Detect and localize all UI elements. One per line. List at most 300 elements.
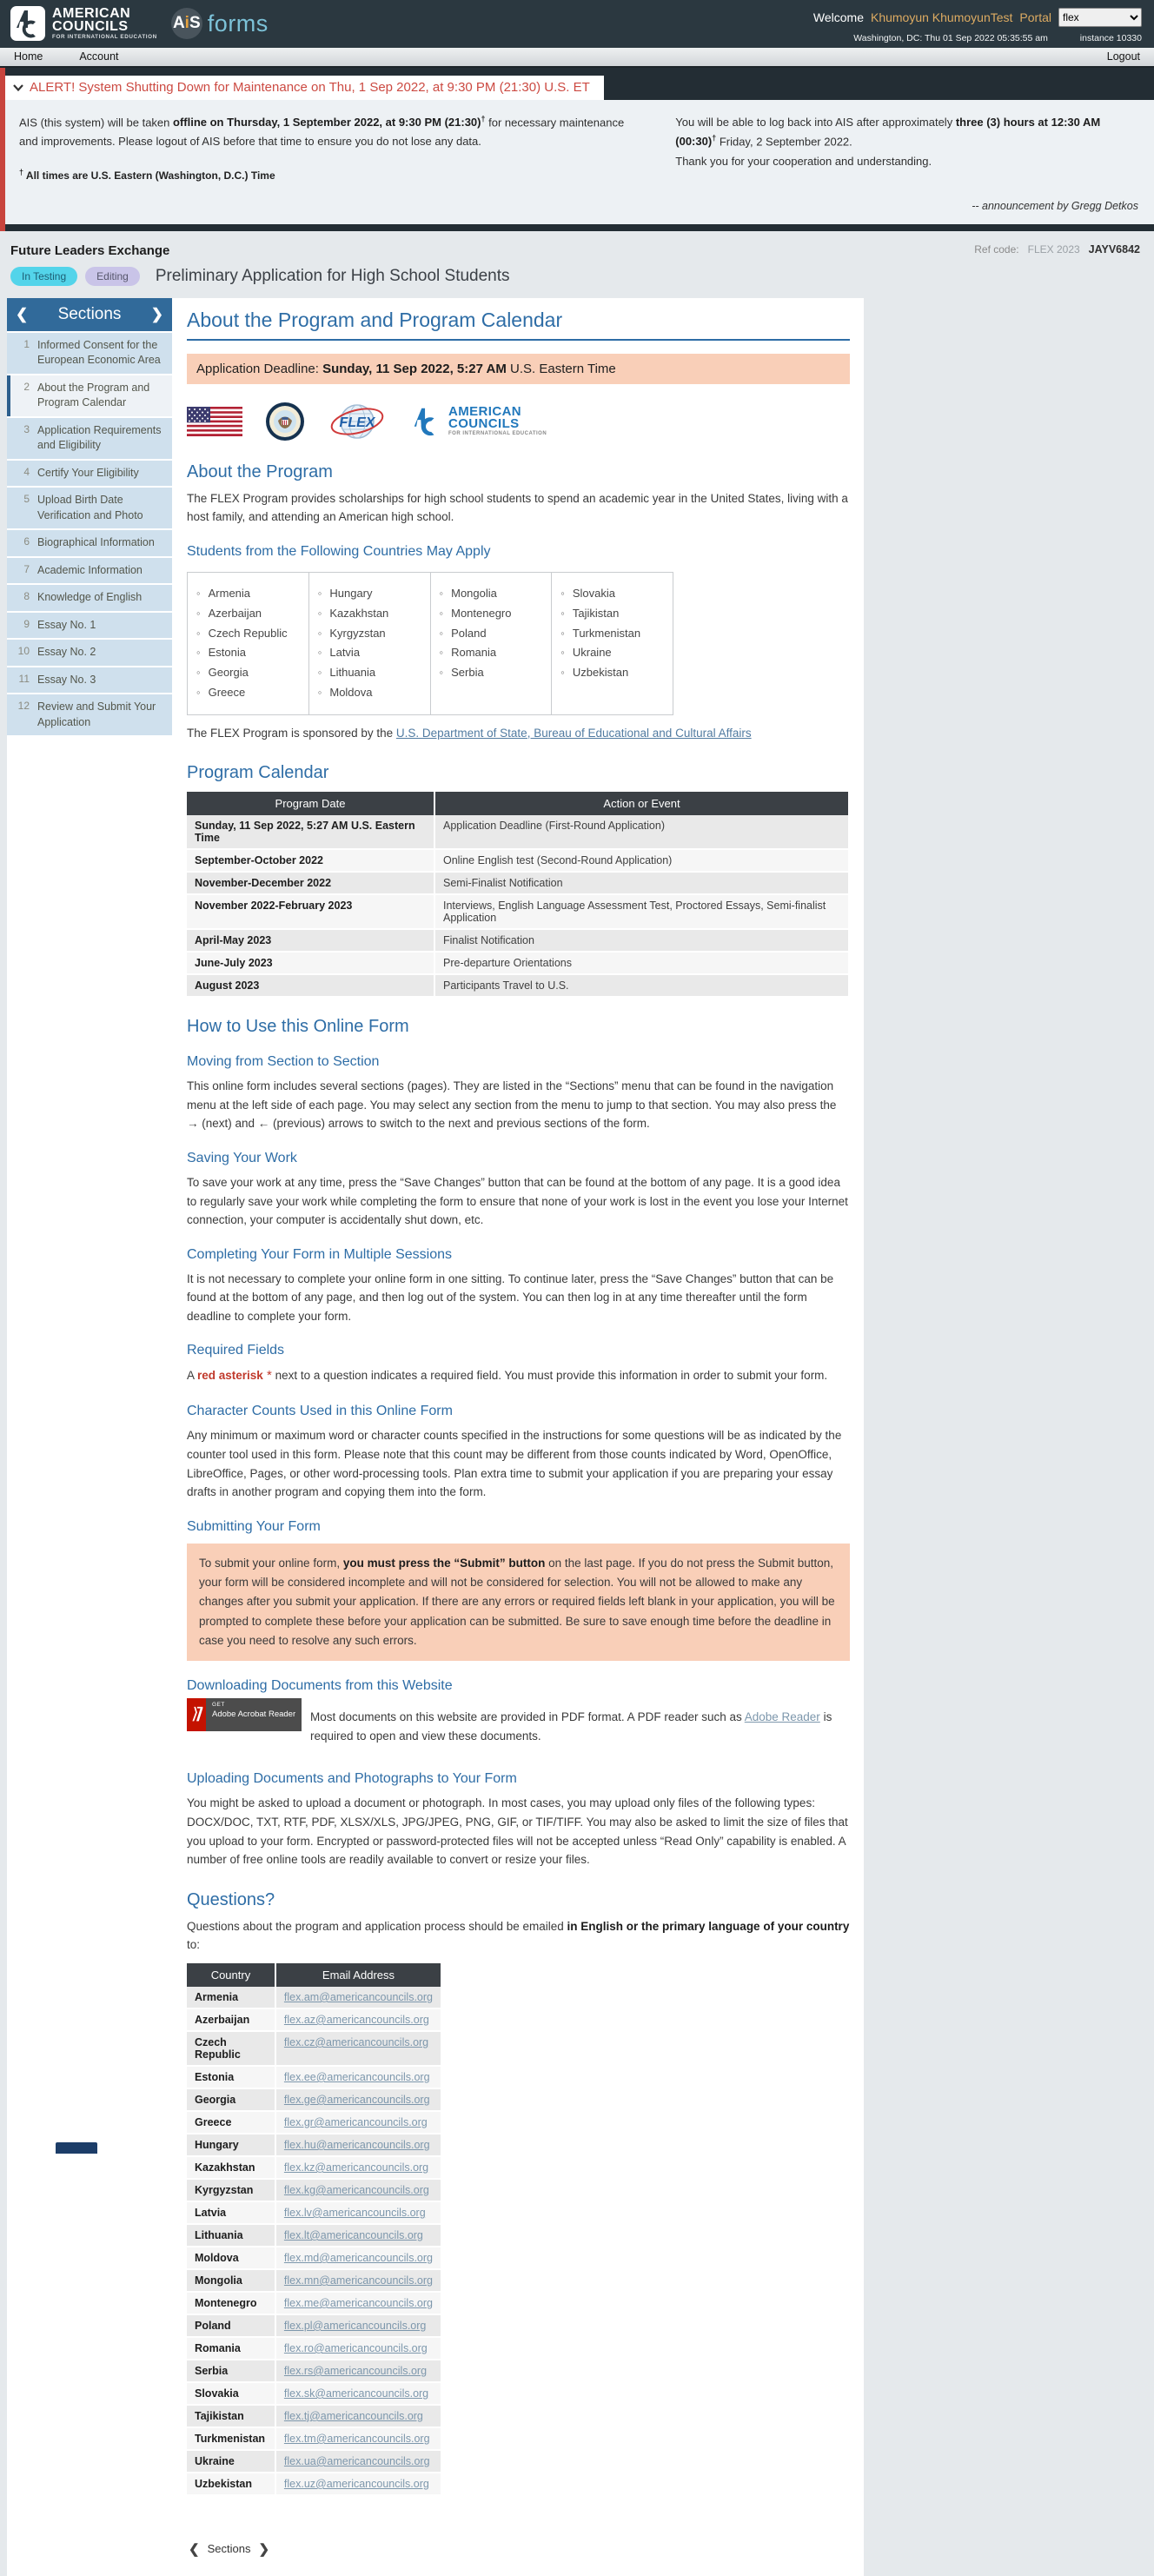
about-heading: About the Program xyxy=(187,462,850,482)
bullet-icon: ◦ xyxy=(196,584,201,604)
country-name: Azerbaijan xyxy=(209,604,262,624)
country-item xyxy=(440,624,547,644)
email-row xyxy=(187,2450,441,2473)
email-row xyxy=(187,2224,441,2247)
sidebar-item-label: Essay No. 1 xyxy=(37,618,97,634)
email-country-cell: Serbia xyxy=(187,2360,275,2382)
email-address-cell xyxy=(275,2224,441,2247)
email-address-cell xyxy=(275,2427,441,2450)
sponsor-line: The FLEX Program is sponsored by the U.S. Department of State, Bureau of Educational and Cultural Affairs xyxy=(187,724,850,743)
alert-thanks: Thank you for your cooperation and understanding. xyxy=(675,152,1138,171)
country-name: Moldova xyxy=(329,683,372,703)
sidebar-item-5[interactable] xyxy=(7,488,172,528)
calendar-row xyxy=(187,872,849,894)
country-name: Ukraine xyxy=(573,643,612,663)
email-address-cell xyxy=(275,2314,441,2337)
sidebar-item-number: 6 xyxy=(10,535,30,551)
calendar-date-cell: Sunday, 11 Sep 2022, 5:27 AM U.S. Eastern Time xyxy=(187,815,434,849)
email-row xyxy=(187,2156,441,2179)
email-link[interactable]: flex.ee@americancouncils.org xyxy=(284,2071,430,2083)
bullet-icon: ◦ xyxy=(318,643,322,663)
country-column xyxy=(431,573,553,714)
upload-paragraph: You might be asked to upload a document or photograph. In most cases, you may upload only files of the following types: DOCX/DOC, TXT, RTF, PDF, XLSX/XLS, JPG/JPEG, PNG, GIF, or TIF/TIFF. You may also be asked to limit the size of files that you upload to your form. Encrypted or password-protected files will not be accepted unless “Read Only” capability is enabled. A number of free online tools are readily available to convert or resize your files. xyxy=(187,1794,850,1869)
email-country-cell: Ukraine xyxy=(187,2450,275,2473)
calendar-date-cell: April-May 2023 xyxy=(187,929,434,952)
welcome-label: Welcome xyxy=(813,10,864,24)
email-address-cell xyxy=(275,2382,441,2405)
download-heading: Downloading Documents from this Website xyxy=(187,1678,850,1694)
american-councils-content-logo: AMERICAN COUNCILS FOR INTERNATIONAL EDUCATION xyxy=(409,405,547,438)
bullet-icon: ◦ xyxy=(318,624,322,644)
sections-title: Sections xyxy=(28,305,151,324)
chevron-down-icon xyxy=(13,84,23,91)
country-name: Armenia xyxy=(209,584,250,604)
email-country-cell: Greece xyxy=(187,2111,275,2134)
country-name: Serbia xyxy=(451,663,484,683)
required-heading: Required Fields xyxy=(187,1343,850,1358)
email-row xyxy=(187,2088,441,2111)
sidebar-item-label: Certify Your Eligibility xyxy=(37,466,141,481)
calendar-date-cell: November-December 2022 xyxy=(187,872,434,894)
sidebar-item-number: 3 xyxy=(10,423,30,454)
bullet-icon: ◦ xyxy=(318,604,322,624)
email-address-cell xyxy=(275,2360,441,2382)
state-dept-link[interactable]: U.S. Department of State, Bureau of Educational and Cultural Affairs xyxy=(396,727,752,740)
logos-row xyxy=(187,402,850,442)
country-item xyxy=(560,643,667,663)
american-councils-logo-icon xyxy=(10,6,45,41)
sidebar-item-label: Academic Information xyxy=(37,563,144,579)
country-name: Kyrgyzstan xyxy=(329,624,385,644)
calendar-date-cell: June-July 2023 xyxy=(187,952,434,974)
sidebar-item-12[interactable] xyxy=(7,694,172,735)
sidebar-item-label: About the Program and Program Calendar xyxy=(37,381,169,411)
bullet-icon: ◦ xyxy=(318,663,322,683)
user-name[interactable]: Khumoyun KhumoyunTest xyxy=(871,10,1012,24)
main-card xyxy=(7,298,864,2576)
calendar-row xyxy=(187,974,849,997)
country-item xyxy=(318,683,425,703)
alert-title[interactable] xyxy=(5,76,604,100)
footer-next-icon[interactable]: ❯ xyxy=(258,2541,269,2557)
logo-line2: COUNCILS xyxy=(52,19,129,34)
american-councils-mark-icon xyxy=(409,405,442,438)
calendar-action-cell: Interviews, English Language Assessment Test, Proctored Essays, Semi-finalist Application xyxy=(434,894,849,929)
sidebar-item-number: 9 xyxy=(10,618,30,634)
sidebar-item-4[interactable] xyxy=(7,461,172,487)
sidebar-item-9[interactable] xyxy=(7,613,172,639)
bullet-icon: ◦ xyxy=(440,624,444,644)
sidebar-item-6[interactable] xyxy=(7,530,172,556)
country-item xyxy=(196,584,303,604)
email-row xyxy=(187,2066,441,2088)
ais-forms-label: forms xyxy=(208,10,269,37)
svg-text:FLEX: FLEX xyxy=(340,415,376,430)
email-row xyxy=(187,2473,441,2495)
calendar-date-cell: November 2022-February 2023 xyxy=(187,894,434,929)
country-item xyxy=(440,643,547,663)
flex-logo-icon xyxy=(328,402,387,441)
sidebar-item-label: Informed Consent for the European Economic Area xyxy=(37,338,169,368)
bullet-icon: ◦ xyxy=(560,663,565,683)
country-item xyxy=(560,604,667,624)
email-country-cell: Lithuania xyxy=(187,2224,275,2247)
email-country-cell: Slovakia xyxy=(187,2382,275,2405)
email-link[interactable]: flex.lv@americancouncils.org xyxy=(284,2207,426,2219)
nav-bar xyxy=(0,48,1154,68)
email-col-address: Email Address xyxy=(275,1963,441,1987)
nav-logout[interactable]: Logout xyxy=(1107,50,1140,63)
email-link[interactable]: flex.rs@americancouncils.org xyxy=(284,2365,427,2377)
sections-header xyxy=(7,298,172,331)
email-link[interactable]: flex.tj@americancouncils.org xyxy=(284,2410,423,2422)
bullet-icon: ◦ xyxy=(560,604,565,624)
calendar-row xyxy=(187,849,849,872)
email-country-cell: Tajikistan xyxy=(187,2405,275,2427)
email-link[interactable]: flex.az@americancouncils.org xyxy=(284,2014,429,2026)
email-address-cell xyxy=(275,2179,441,2201)
bullet-icon: ◦ xyxy=(196,643,201,663)
email-address-cell xyxy=(275,2473,441,2495)
email-row xyxy=(187,2008,441,2031)
email-address-cell xyxy=(275,2031,441,2066)
email-country-cell: Romania xyxy=(187,2337,275,2360)
submit-notice-box: To submit your online form, you must press the “Submit” button on the last page. If you do not press the Submit button, your form will be considered incomplete and will not be considered for selection. You will not be allowed to make any changes after you submit your application. If there are any errors or required fields left blank in your application, you will be prompted to complete these before your application can be submitted. Be sure to save enough time before the deadline in case you need to resolve any such errors. xyxy=(187,1544,850,1661)
bullet-icon: ◦ xyxy=(196,624,201,644)
ref-program: FLEX 2023 xyxy=(1028,243,1080,256)
email-address-cell xyxy=(275,2201,441,2224)
calendar-row xyxy=(187,952,849,974)
email-address-cell xyxy=(275,2008,441,2031)
form-title: Preliminary Application for High School Students xyxy=(156,267,510,286)
calendar-action-cell: Pre-departure Orientations xyxy=(434,952,849,974)
charcount-heading: Character Counts Used in this Online Form xyxy=(187,1404,850,1419)
sidebar-item-label: Review and Submit Your Application xyxy=(37,700,169,730)
email-link[interactable]: flex.kz@americancouncils.org xyxy=(284,2161,428,2174)
saving-paragraph: To save your work at any time, press the “Save Changes” button that can be found at the bottom of any page. It is a good idea to regularly save your work while completing the form to ensure that none of your work is lost in the event you lose your Internet connection, your computer is accidentally shut down, etc. xyxy=(187,1173,850,1230)
alert-attribution: -- announcement by Gregg Detkos xyxy=(675,197,1138,216)
email-row xyxy=(187,2360,441,2382)
adobe-reader-link[interactable]: Adobe Reader xyxy=(745,1710,820,1723)
email-country-cell: Armenia xyxy=(187,1987,275,2008)
country-item xyxy=(318,584,425,604)
calendar-action-cell: Finalist Notification xyxy=(434,929,849,952)
email-link[interactable]: flex.ua@americancouncils.org xyxy=(284,2455,430,2467)
country-name: Turkmenistan xyxy=(573,624,640,644)
email-row xyxy=(187,2111,441,2134)
multi-paragraph: It is not necessary to complete your online form in one sitting. To continue later, press the “Save Changes” button that can be found at the bottom of any page, and then log out of the system. You can then log in at any time thereafter until the form deadline to complete your form. xyxy=(187,1270,850,1326)
bullet-icon: ◦ xyxy=(440,584,444,604)
nav-account[interactable]: Account xyxy=(79,50,118,63)
sidebar-item-3[interactable] xyxy=(7,418,172,459)
calendar-action-cell: Participants Travel to U.S. xyxy=(434,974,849,997)
country-name: Lithuania xyxy=(329,663,375,683)
email-row xyxy=(187,2247,441,2269)
calendar-action-cell: Application Deadline (First-Round Application) xyxy=(434,815,849,849)
asterisk-icon: * xyxy=(263,1368,272,1383)
calendar-row xyxy=(187,815,849,849)
country-name: Czech Republic xyxy=(209,624,288,644)
instance-label: instance 10330 xyxy=(1080,33,1142,43)
email-link[interactable]: flex.uz@americancouncils.org xyxy=(284,2478,429,2490)
page-title: About the Program and Program Calendar xyxy=(187,309,850,341)
adobe-reader-badge[interactable]: GET Adobe Acrobat Reader xyxy=(187,1698,302,1731)
footer-sections-label[interactable]: Sections xyxy=(208,2542,251,2555)
app-header xyxy=(0,0,1154,48)
country-item xyxy=(196,683,303,703)
email-row xyxy=(187,2201,441,2224)
country-item xyxy=(318,624,425,644)
sidebar-item-number: 2 xyxy=(10,381,30,411)
country-name: Romania xyxy=(451,643,496,663)
american-councils-logo[interactable] xyxy=(10,6,157,41)
alert-right-column: You will be able to log back into AIS after approximately three (3) hours at 12:30 AM (00:30)† Friday, 2 September 2022. Thank you for your cooperation and understanding. -- announcement by Gregg Detkos xyxy=(675,113,1138,216)
portal-label: Portal xyxy=(1019,10,1051,24)
calendar-col-action: Action or Event xyxy=(434,792,849,815)
status-popup xyxy=(56,2142,97,2154)
email-row xyxy=(187,2269,441,2292)
country-item xyxy=(318,643,425,663)
email-country-cell: Latvia xyxy=(187,2201,275,2224)
calendar-action-cell: Semi-Finalist Notification xyxy=(434,872,849,894)
country-item xyxy=(318,663,425,683)
us-flag-icon xyxy=(187,407,242,436)
email-country-cell: Georgia xyxy=(187,2088,275,2111)
download-section xyxy=(187,1696,850,1754)
nav-home[interactable]: Home xyxy=(14,50,43,63)
email-address-cell xyxy=(275,2134,441,2156)
country-name: Tajikistan xyxy=(573,604,619,624)
country-item xyxy=(440,604,547,624)
sidebar-item-label: Biographical Information xyxy=(37,535,156,551)
sidebar-item-10[interactable] xyxy=(7,640,172,666)
ref-label: Ref code: xyxy=(974,243,1018,256)
email-country-cell: Turkmenistan xyxy=(187,2427,275,2450)
email-address-cell xyxy=(275,2269,441,2292)
bullet-icon: ◦ xyxy=(318,584,322,604)
email-link[interactable]: flex.mn@americancouncils.org xyxy=(284,2274,433,2287)
email-row xyxy=(187,2337,441,2360)
bullet-icon: ◦ xyxy=(196,663,201,683)
country-name: Estonia xyxy=(209,643,246,663)
bullet-icon: ◦ xyxy=(440,604,444,624)
sidebar-item-1[interactable] xyxy=(7,333,172,374)
country-item xyxy=(560,584,667,604)
bullet-icon: ◦ xyxy=(440,663,444,683)
adobe-pdf-icon xyxy=(187,1698,206,1731)
email-country-cell: Czech Republic xyxy=(187,2031,275,2066)
email-link[interactable]: flex.ro@americancouncils.org xyxy=(284,2342,428,2354)
questions-intro: Questions about the program and application process should be emailed in English or the primary language of your country to: xyxy=(187,1917,850,1955)
country-item xyxy=(196,663,303,683)
badge-row xyxy=(0,258,1154,298)
deadline-banner: Application Deadline: Sunday, 11 Sep 2022, 5:27 AM U.S. Eastern Time xyxy=(187,354,850,384)
email-address-cell xyxy=(275,2156,441,2179)
ais-circle-icon: AiS xyxy=(171,8,202,39)
moving-heading: Moving from Section to Section xyxy=(187,1054,850,1070)
charcount-paragraph: Any minimum or maximum word or character counts specified in the instructions for some questions will be as indicated by the counter tool used in this form. Please note that this count may be different from those counts indicated by Word, OpenOffice, LibreOffice, Pages, or other word-processing tools. Plan extra time to submit your application if you are preparing your essay drafts in another program and copying them into the form. xyxy=(187,1426,850,1501)
calendar-col-date: Program Date xyxy=(187,792,434,815)
email-country-cell: Poland xyxy=(187,2314,275,2337)
saving-heading: Saving Your Work xyxy=(187,1151,850,1166)
email-address-cell xyxy=(275,2088,441,2111)
status-badge-testing: In Testing xyxy=(10,267,77,286)
email-address-cell xyxy=(275,2247,441,2269)
email-country-cell: Estonia xyxy=(187,2066,275,2088)
bullet-icon: ◦ xyxy=(196,604,201,624)
howto-heading: How to Use this Online Form xyxy=(187,1017,850,1037)
email-row xyxy=(187,2179,441,2201)
sidebar-item-2[interactable] xyxy=(7,375,172,416)
about-paragraph: The FLEX Program provides scholarships for high school students to spend an academic year in the United States, living with a host family, and attending an American high school. xyxy=(187,489,850,527)
sidebar-item-label: Upload Birth Date Verification and Photo xyxy=(37,493,169,523)
email-row xyxy=(187,2134,441,2156)
download-paragraph: Most documents on this website are provided in PDF format. A PDF reader such as Adobe Reader is required to open and view these documents. xyxy=(187,1708,850,1745)
email-link[interactable]: flex.me@americancouncils.org xyxy=(284,2297,433,2309)
email-link[interactable]: flex.md@americancouncils.org xyxy=(284,2252,433,2264)
sidebar-items xyxy=(7,333,172,736)
country-name: Poland xyxy=(451,624,486,644)
email-link[interactable]: flex.tm@americancouncils.org xyxy=(284,2433,430,2445)
alert-banner xyxy=(0,68,1154,231)
sidebar-item-number: 11 xyxy=(10,673,30,688)
sections-prev-icon[interactable]: ❮ xyxy=(16,307,28,322)
country-item xyxy=(440,663,547,683)
footer-sections-nav xyxy=(189,2541,850,2557)
country-name: Montenegro xyxy=(451,604,511,624)
calendar-action-cell: Online English test (Second-Round Application) xyxy=(434,849,849,872)
bullet-icon: ◦ xyxy=(318,683,322,703)
alert-title-text: ALERT! System Shutting Down for Maintenance on Thu, 1 Sep 2022, at 9:30 PM (21:30) U.S. ET xyxy=(30,80,590,95)
logo-line1: AMERICAN xyxy=(52,6,130,21)
multi-heading: Completing Your Form in Multiple Sessions xyxy=(187,1247,850,1263)
alert-left-column: AIS (this system) will be taken offline on Thursday, 1 September 2022, at 9:30 PM (21:30)† for necessary maintenance and improvements. Please logout of AIS before that time to ensure you do not lose any data. † All times are U.S. Eastern (Washington, D.C.) Time xyxy=(19,113,646,216)
sections-sidebar xyxy=(7,298,172,736)
email-link[interactable]: flex.ge@americancouncils.org xyxy=(284,2094,430,2106)
email-address-cell xyxy=(275,2111,441,2134)
email-table-body xyxy=(187,1987,441,2495)
bullet-icon: ◦ xyxy=(560,584,565,604)
country-item xyxy=(440,584,547,604)
required-paragraph: A red asterisk * next to a question indicates a required field. You must provide this information in order to submit your form. xyxy=(187,1365,850,1386)
email-row xyxy=(187,2031,441,2066)
sections-next-icon[interactable]: ❯ xyxy=(151,307,163,322)
country-name: Uzbekistan xyxy=(573,663,628,683)
country-item xyxy=(318,604,425,624)
country-column xyxy=(552,573,673,714)
logo-subtitle: FOR INTERNATIONAL EDUCATION xyxy=(52,34,157,40)
sidebar-item-label: Essay No. 2 xyxy=(37,645,97,661)
sidebar-item-number: 1 xyxy=(10,338,30,368)
email-row xyxy=(187,2314,441,2337)
program-name: Future Leaders Exchange xyxy=(10,243,169,258)
calendar-row xyxy=(187,894,849,929)
email-link[interactable]: flex.pl@americancouncils.org xyxy=(284,2320,426,2332)
calendar-date-cell: September-October 2022 xyxy=(187,849,434,872)
status-badge-editing: Editing xyxy=(85,267,140,286)
sidebar-item-label: Knowledge of English xyxy=(37,590,143,606)
email-row xyxy=(187,1987,441,2008)
email-link[interactable]: flex.hu@americancouncils.org xyxy=(284,2139,430,2151)
red-asterisk-label: red asterisk xyxy=(197,1369,263,1382)
footer-prev-icon[interactable]: ❮ xyxy=(189,2541,200,2557)
upload-heading: Uploading Documents and Photographs to Your Form xyxy=(187,1771,850,1787)
email-country-cell: Uzbekistan xyxy=(187,2473,275,2495)
alert-footnote: † All times are U.S. Eastern (Washington, D.C.) Time xyxy=(19,166,646,184)
sidebar-item-number: 4 xyxy=(10,466,30,481)
country-name: Slovakia xyxy=(573,584,615,604)
email-link[interactable]: flex.cz@americancouncils.org xyxy=(284,2036,428,2048)
sidebar-item-number: 5 xyxy=(10,493,30,523)
email-address-cell xyxy=(275,2066,441,2088)
bullet-icon: ◦ xyxy=(560,643,565,663)
email-link[interactable]: flex.lt@americancouncils.org xyxy=(284,2229,423,2241)
countries-heading: Students from the Following Countries May Apply xyxy=(187,544,850,560)
email-link[interactable]: flex.am@americancouncils.org xyxy=(284,1991,433,2003)
country-name: Kazakhstan xyxy=(329,604,388,624)
email-row xyxy=(187,2405,441,2427)
email-link[interactable]: flex.kg@americancouncils.org xyxy=(284,2184,429,2196)
calendar-row xyxy=(187,929,849,952)
sidebar-item-number: 8 xyxy=(10,590,30,606)
state-department-seal-icon xyxy=(265,402,305,442)
email-country-cell: Hungary xyxy=(187,2134,275,2156)
country-item xyxy=(560,663,667,683)
email-address-cell xyxy=(275,2292,441,2314)
ais-forms-logo[interactable] xyxy=(171,8,269,39)
sidebar-item-number: 12 xyxy=(10,700,30,730)
portal-select[interactable] xyxy=(1058,8,1142,27)
questions-heading: Questions? xyxy=(187,1890,850,1910)
sidebar-item-11[interactable] xyxy=(7,667,172,694)
email-country-cell: Kyrgyzstan xyxy=(187,2179,275,2201)
country-name: Greece xyxy=(209,683,246,703)
country-name: Latvia xyxy=(329,643,360,663)
email-address-cell xyxy=(275,2337,441,2360)
calendar-heading: Program Calendar xyxy=(187,763,850,783)
sidebar-item-number: 10 xyxy=(10,645,30,661)
sidebar-item-8[interactable] xyxy=(7,585,172,611)
page-head xyxy=(0,231,1154,258)
email-address-cell xyxy=(275,2405,441,2427)
sidebar-item-number: 7 xyxy=(10,563,30,579)
country-column xyxy=(188,573,309,714)
sidebar-item-label: Application Requirements and Eligibility xyxy=(37,423,169,454)
country-item xyxy=(560,624,667,644)
country-name: Hungary xyxy=(329,584,372,604)
country-name: Georgia xyxy=(209,663,249,683)
questions-email-table xyxy=(187,1963,442,2496)
email-address-cell xyxy=(275,2450,441,2473)
location-time: Washington, DC: Thu 01 Sep 2022 05:35:55 am xyxy=(853,33,1048,43)
email-link[interactable]: flex.sk@americancouncils.org xyxy=(284,2387,428,2400)
bullet-icon: ◦ xyxy=(560,624,565,644)
bullet-icon: ◦ xyxy=(440,643,444,663)
sidebar-item-label: Essay No. 3 xyxy=(37,673,97,688)
email-row xyxy=(187,2292,441,2314)
email-address-cell xyxy=(275,1987,441,2008)
bullet-icon: ◦ xyxy=(196,683,201,703)
sidebar-item-7[interactable] xyxy=(7,558,172,584)
moving-paragraph: This online form includes several sections (pages). They are listed in the “Sections” menu that can be found in the navigation menu at the left side of each page. You may select any section from the menu to jump to that section. You may also press the → (next) and ← (previous) arrows to switch to the next and previous sections of the form. xyxy=(187,1077,850,1133)
country-item xyxy=(196,604,303,624)
email-link[interactable]: flex.gr@americancouncils.org xyxy=(284,2116,428,2128)
section-content xyxy=(172,298,864,2569)
country-item xyxy=(196,643,303,663)
email-row xyxy=(187,2427,441,2450)
email-col-country: Country xyxy=(187,1963,275,1987)
ref-code: JAYV6842 xyxy=(1089,243,1140,256)
